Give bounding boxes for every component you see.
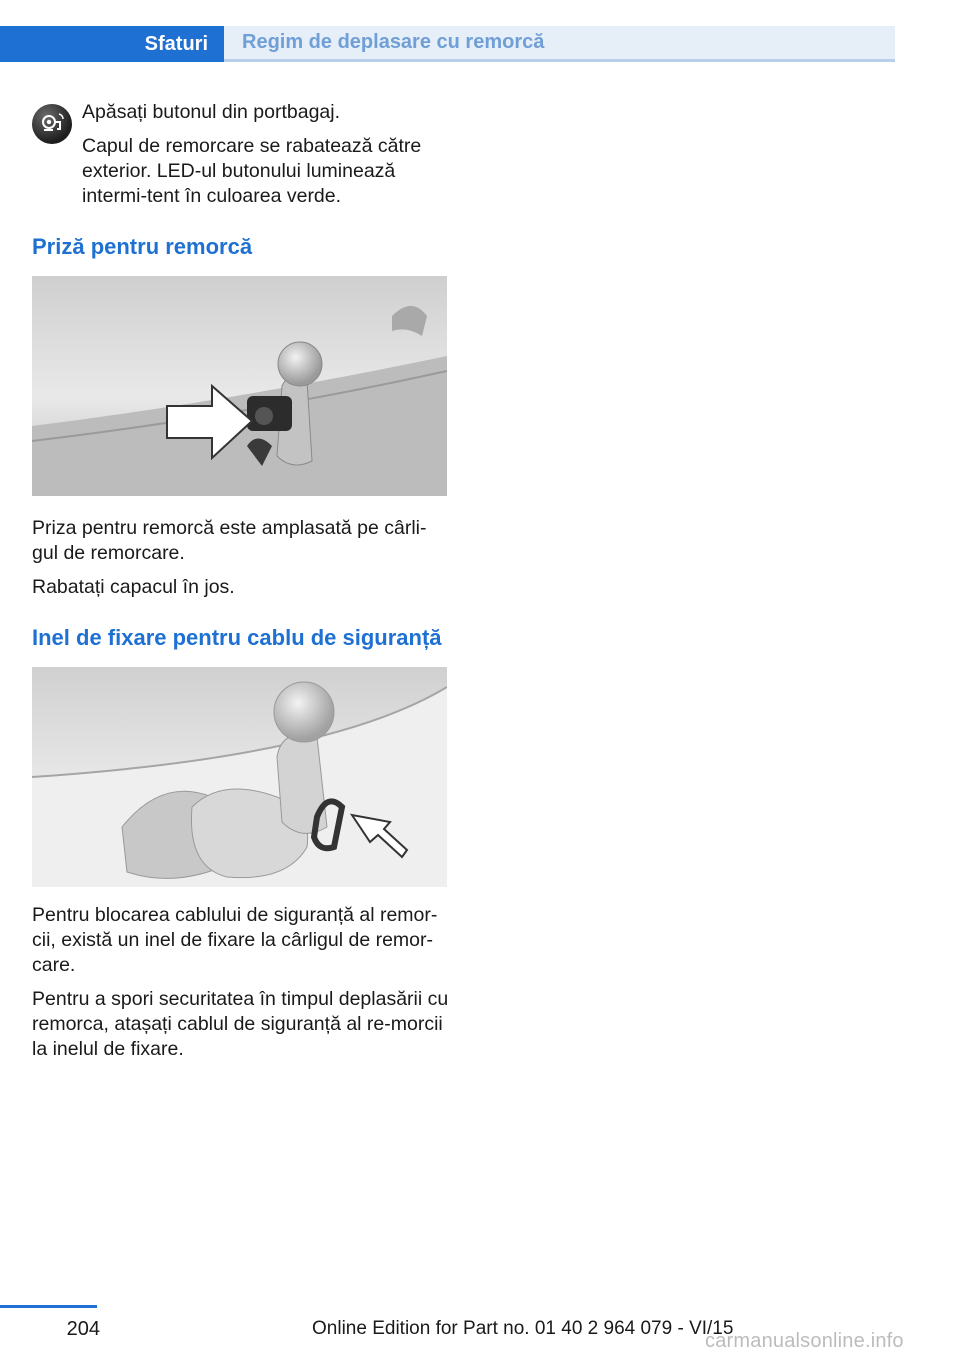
safety-ring-text: Pentru blocarea cablului de siguranță al remor‐cii, există un inel de fixare la cârligul de remor‐care.: [32, 904, 438, 976]
section-heading-safety-ring: Inel de fixare pentru cablu de siguranță: [32, 625, 442, 650]
tow-hitch-button-icon: [32, 104, 72, 144]
step-result-text: Capul de remorcare se rabatează către exterior. LED-ul butonului luminează intermi‐tent în culoarea verde.: [82, 135, 422, 207]
step-press-button: [32, 100, 452, 125]
figure-trailer-socket: [32, 276, 447, 496]
step-text: Apăsați butonul din portbagaj.: [82, 101, 341, 123]
footer-rule: [0, 1305, 97, 1308]
safety-cable-text: Pentru a spori securitatea în timpul deplasării cu remorca, atașați cablul de siguranță al re‐morcii la inelul de fixare.: [32, 988, 449, 1060]
main-content: [32, 100, 452, 1062]
section-tab: Sfaturi: [0, 26, 224, 62]
footer-edition: Online Edition for Part no. 01 40 2 964 079 - VI/15: [312, 1318, 734, 1339]
chapter-tab: Regim de deplasare cu remorcă: [224, 26, 895, 62]
socket-location-text: Priza pentru remorcă este amplasată pe cârli‐gul de remorcare.: [32, 517, 427, 564]
step-result: [32, 134, 452, 209]
socket-cover-text: Rabatați capacul în jos.: [32, 576, 235, 598]
watermark: carmanualsonline.info: [705, 1330, 904, 1352]
page-header: [0, 26, 895, 62]
figure-safety-ring: [32, 667, 447, 887]
section-heading-trailer-socket: Priză pentru remorcă: [32, 234, 253, 259]
page-number: 204: [66, 1318, 100, 1340]
